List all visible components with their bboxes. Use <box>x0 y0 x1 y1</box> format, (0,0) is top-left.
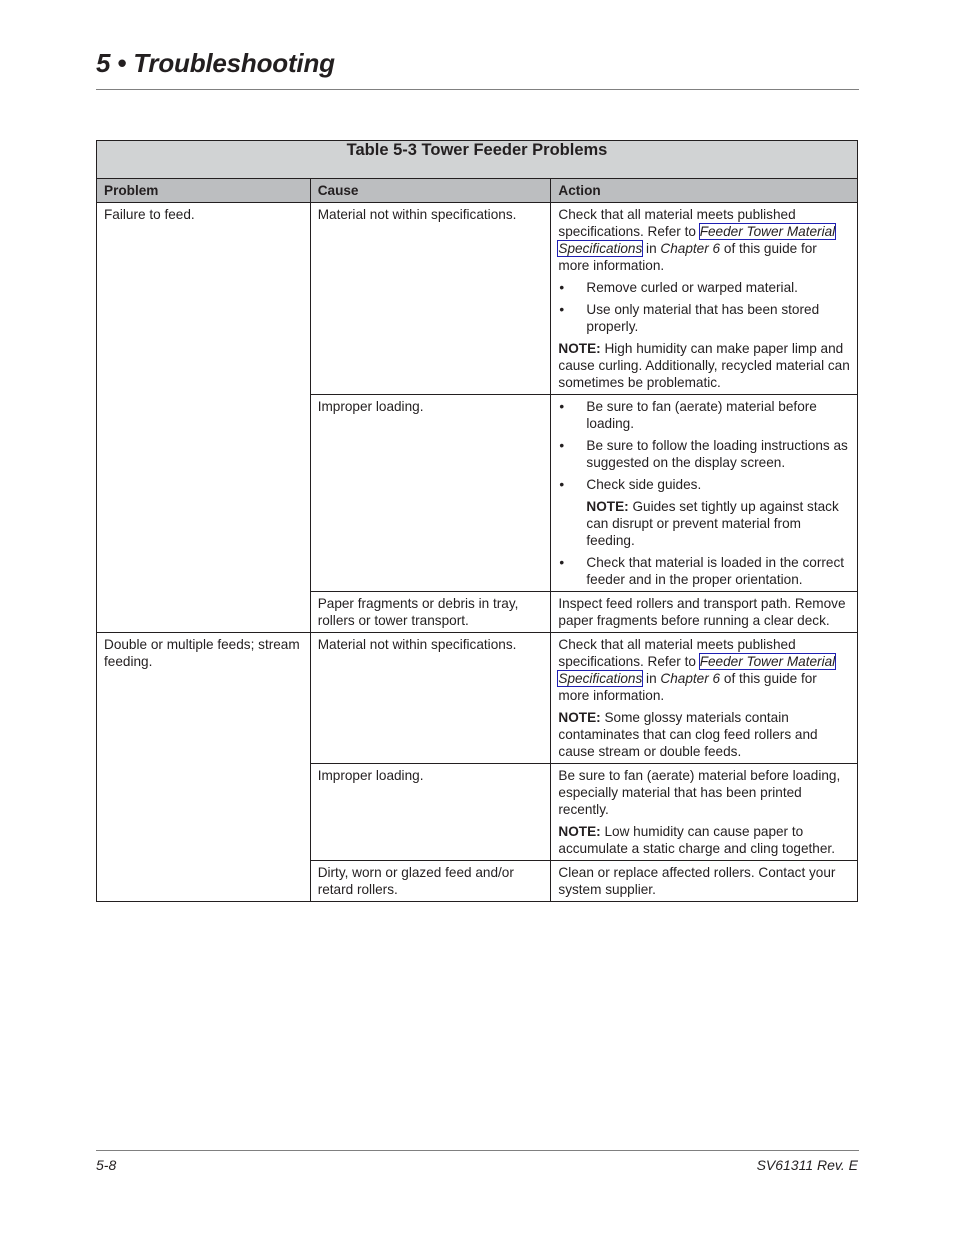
action-paragraph: Check that all material meets published specifications. Refer to Feeder Tower Material Specifications in Chapter 6 of this guide for more information. <box>558 637 836 703</box>
tower-feeder-problems-table <box>96 140 858 902</box>
action-cell <box>551 203 858 395</box>
action-cell: Inspect feed rollers and transport path. Remove paper fragments before running a clear deck. <box>551 592 858 633</box>
note: NOTE: Some glossy materials contain contaminates that can clog feed rollers and cause stream or double feeds. <box>558 710 818 759</box>
action-cell <box>551 633 858 764</box>
list-item: • Be sure to follow the loading instructions as suggested on the display screen. <box>558 437 851 471</box>
note: NOTE: High humidity can make paper limp and cause curling. Additionally, recycled material can sometimes be problematic. <box>558 341 850 390</box>
list-item: • Check side guides. NOTE: Guides set tightly up against stack can disrupt or prevent material from feeding. <box>558 476 851 549</box>
list-item: • Be sure to fan (aerate) material before loading. <box>558 398 851 432</box>
cause-cell: Paper fragments or debris in tray, rollers or tower transport. <box>310 592 551 633</box>
problem-cell: Double or multiple feeds; stream feeding. <box>97 633 311 902</box>
bullet-list <box>558 398 851 588</box>
list-item: • Use only material that has been stored properly. <box>558 301 851 335</box>
action-cell <box>551 395 858 592</box>
note: NOTE: Low humidity can cause paper to accumulate a static charge and cling together. <box>558 824 835 856</box>
bullet-list <box>558 279 851 335</box>
problem-cell: Failure to feed. <box>97 203 311 633</box>
cause-cell: Improper loading. <box>310 764 551 861</box>
list-item: • Check that material is loaded in the correct feeder and in the proper orientation. <box>558 554 851 588</box>
table-row <box>97 203 858 395</box>
cause-cell: Material not within specifications. <box>310 203 551 395</box>
header-rule <box>96 89 859 90</box>
list-item: • Remove curled or warped material. <box>558 279 851 296</box>
column-header-action: Action <box>551 179 858 203</box>
column-header-problem: Problem <box>97 179 311 203</box>
action-paragraph: Be sure to fan (aerate) material before loading, especially material that has been printed recently. <box>558 768 841 817</box>
table-row <box>97 633 858 764</box>
table-caption: Table 5-3 Tower Feeder Problems <box>97 141 858 179</box>
footer-rule <box>96 1150 859 1151</box>
cause-cell: Dirty, worn or glazed feed and/or retard rollers. <box>310 861 551 902</box>
action-paragraph: Check that all material meets published specifications. Refer to Feeder Tower Material Specifications in Chapter 6 of this guide for more information. <box>558 207 836 273</box>
page-number: 5-8 <box>96 1157 117 1173</box>
cause-cell: Improper loading. <box>310 395 551 592</box>
action-cell: Clean or replace affected rollers. Contact your system supplier. <box>551 861 858 902</box>
cause-cell: Material not within specifications. <box>310 633 551 764</box>
action-cell <box>551 764 858 861</box>
column-header-cause: Cause <box>310 179 551 203</box>
feeder-tower-specs-link[interactable]: Feeder Tower Material Specifications <box>558 224 836 256</box>
note: NOTE: Guides set tightly up against stack can disrupt or prevent material from feeding. <box>586 499 839 548</box>
feeder-tower-specs-link[interactable]: Feeder Tower Material Specifications <box>558 654 836 686</box>
chapter-title: 5 • Troubleshooting <box>96 48 335 78</box>
document-id: SV61311 Rev. E <box>756 1157 858 1173</box>
